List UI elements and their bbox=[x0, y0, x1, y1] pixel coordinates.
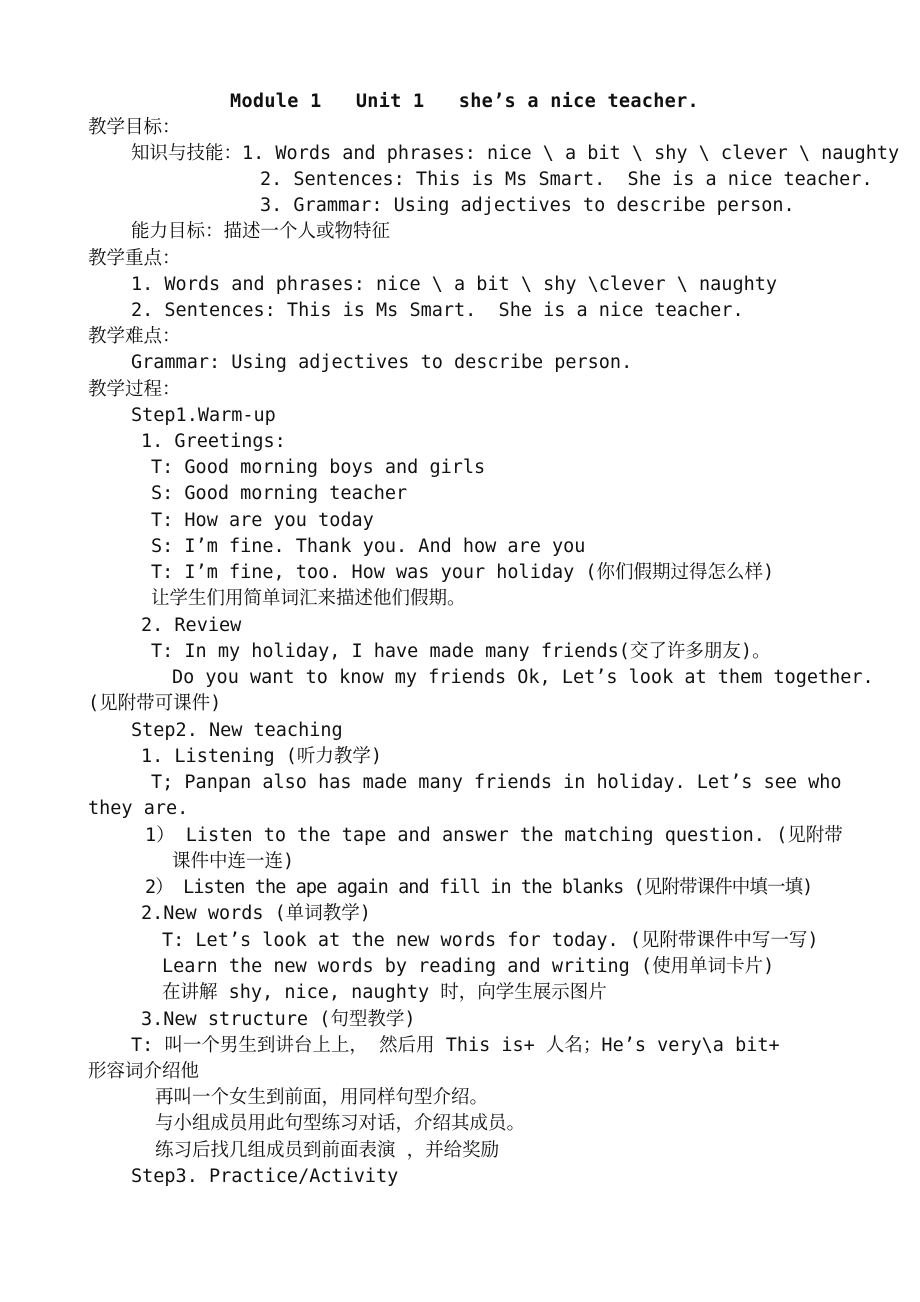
text-line: 2） Listen the ape again and fill in the blanks (见附带课件中填一填) bbox=[145, 877, 813, 898]
section-heading-process: 教学过程： bbox=[88, 379, 181, 400]
step-heading: Step1.Warm-up bbox=[131, 405, 276, 426]
text-line: 2. Sentences: This is Ms Smart. She is a nice teacher. bbox=[260, 169, 873, 190]
text-line: 课件中连一连) bbox=[172, 851, 295, 872]
step-heading: Step3. Practice/Activity bbox=[131, 1166, 399, 1187]
text-line: 2. Review bbox=[141, 615, 242, 636]
text-line: (见附带可课件) bbox=[88, 693, 222, 714]
text-line: Do you want to know my friends Ok, Let’s look at them together. bbox=[172, 667, 874, 688]
dialogue-line: S: I’m fine. Thank you. And how are you bbox=[151, 536, 586, 557]
section-heading-key-points: 教学重点： bbox=[88, 248, 181, 269]
text-line: 知识与技能：1. Words and phrases: nice \ a bit \ shy \ clever \ naughty bbox=[131, 143, 900, 164]
dialogue-line: S: Good morning teacher bbox=[151, 483, 408, 504]
text-line: 3. Grammar: Using adjectives to describe person. bbox=[260, 195, 795, 216]
text-line: 2.New words (单词教学) bbox=[141, 903, 371, 924]
text-line: 3.New structure (句型教学) bbox=[141, 1009, 416, 1030]
document-title: Module 1 Unit 1 she’s a nice teacher. bbox=[230, 91, 699, 112]
text-line: Learn the new words by reading and writing (使用单词卡片) bbox=[162, 956, 775, 977]
text-line: 1. Greetings: bbox=[141, 431, 286, 452]
text-line: 形容词介绍他 bbox=[88, 1061, 200, 1082]
text-line: they are. bbox=[88, 798, 189, 819]
text-line: 能力目标：描述一个人或物特征 bbox=[131, 221, 391, 242]
section-heading-objectives: 教学目标： bbox=[88, 117, 181, 138]
text-line: 2. Sentences: This is Ms Smart. She is a nice teacher. bbox=[131, 300, 744, 321]
dialogue-line: T: How are you today bbox=[151, 510, 374, 531]
text-line: 1. Words and phrases: nice \ a bit \ shy \clever \ naughty bbox=[131, 274, 778, 295]
text-line: 与小组成员用此句型练习对话，介绍其成员。 bbox=[155, 1113, 526, 1134]
text-line: 在讲解 shy, nice, naughty 时，向学生展示图片 bbox=[162, 982, 607, 1003]
text-line: Grammar: Using adjectives to describe person. bbox=[131, 352, 633, 373]
text-line: T: 叫一个男生到讲台上上， 然后用 This is+ 人名；He’s very\a bit+ bbox=[131, 1035, 780, 1056]
text-line: 再叫一个女生到前面，用同样句型介绍。 bbox=[155, 1087, 489, 1108]
text-line: T: Let’s look at the new words for today. (见附带课件中写一写) bbox=[162, 930, 819, 951]
step-heading: Step2. New teaching bbox=[131, 720, 343, 741]
text-line: 1. Listening (听力教学) bbox=[141, 746, 383, 767]
dialogue-line: T: In my holiday, I have made many friends(交了许多朋友)。 bbox=[151, 641, 771, 662]
text-line: T; Panpan also has made many friends in holiday. Let’s see who bbox=[151, 772, 842, 793]
dialogue-line: T: I’m fine, too. How was your holiday (你们假期过得怎么样) bbox=[151, 562, 775, 583]
text-line: 让学生们用简单词汇来描述他们假期。 bbox=[151, 588, 466, 609]
text-line: 1） Listen to the tape and answer the matching question. (见附带 bbox=[145, 825, 843, 846]
section-heading-difficulties: 教学难点： bbox=[88, 326, 181, 347]
dialogue-line: T: Good morning boys and girls bbox=[151, 457, 486, 478]
text-line: 练习后找几组成员到前面表演 ，并给奖励 bbox=[155, 1140, 500, 1161]
